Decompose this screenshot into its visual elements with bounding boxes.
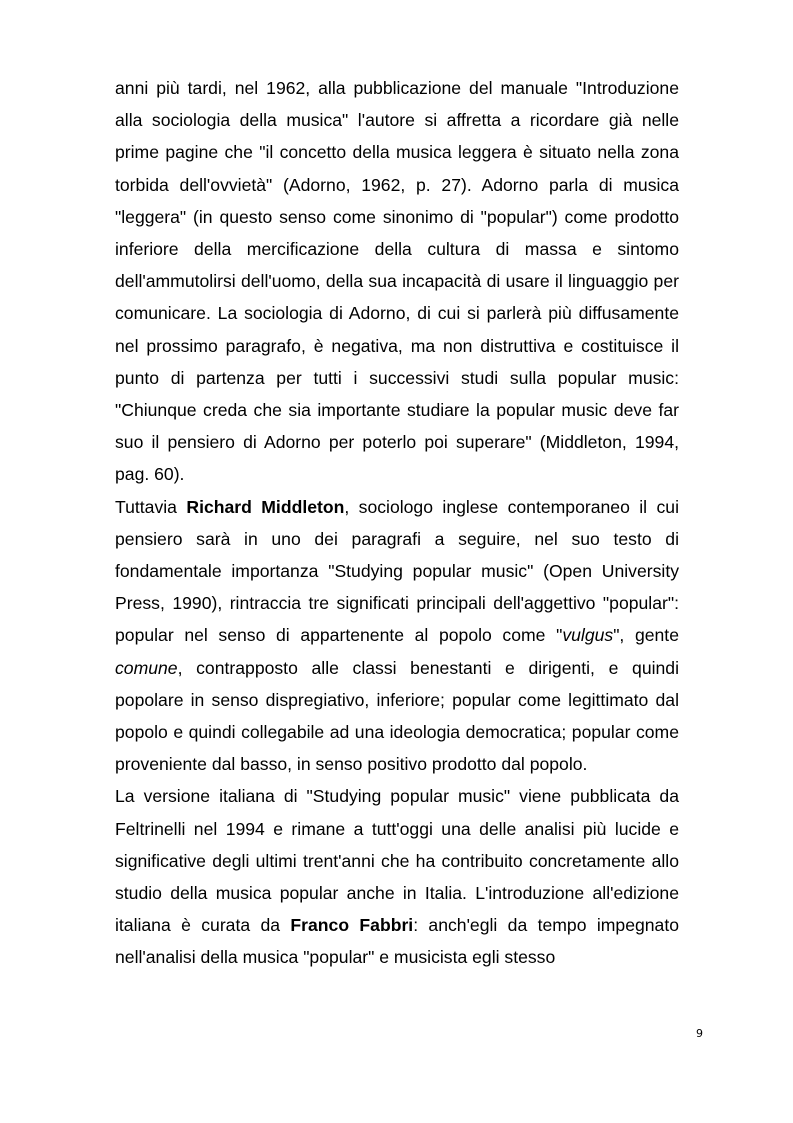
latin-term-italic: vulgus	[562, 625, 614, 646]
text-run: ", gente	[613, 625, 679, 646]
term-italic: comune	[115, 657, 178, 678]
paragraph	[115, 72, 679, 491]
text-run: Tuttavia	[115, 496, 187, 517]
author-name-bold: Franco Fabbri	[290, 915, 414, 936]
text-run: anni più tardi, nel 1962, alla pubblicazione del manuale "Introduzione alla sociologia della musica" l'autore si affretta a ricordare già nelle prime pagine che "il concetto della musica leggera è situato nella zona torbida dell'ovvietà" (Adorno, 1962, p. 27). Adorno parla di musica "leggera" (in questo senso come sinonimo di "popular") come prodotto inferiore della mercificazione della cultura di massa e sintomo dell'ammutolirsi dell'uomo, della sua incapacità di usare il linguaggio per comunicare. La sociologia di Adorno, di cui si parlerà più diffusamente nel prossimo paragrafo, è negativa, ma non distruttiva e costituisce il punto di partenza per tutti i successivi studi sulla popular music: "Chiunque creda che sia importante studiare la popular music deve far suo il pensiero di Adorno per poterlo poi superare" (Middleton, 1994, pag. 60).	[115, 78, 679, 485]
body-text	[115, 72, 679, 974]
paragraph	[115, 491, 679, 781]
text-run: , sociologo inglese contemporaneo il cui pensiero sarà in uno dei paragrafi a seguire, nel suo testo di fondamentale importanza "Studying popular music" (Open University Press, 1990), rintraccia tre significati principali dell'aggettivo "popular": popular nel senso di appartenente al popolo come "	[115, 496, 679, 646]
text-run: La versione italiana di "Studying popular music" viene pubblicata da Feltrinelli nel 1994 e rimane a tutt'oggi una delle analisi più lucide e significative degli ultimi trent'anni che ha contribuito concretamente allo studio della musica popular anche in Italia. L'introduzione all'edizione italiana è curata da	[115, 786, 679, 936]
author-name-bold: Richard Middleton	[186, 496, 345, 517]
text-run: : anch'egli da tempo impegnato nell'analisi della musica "popular" e musicista egli stesso	[115, 915, 680, 968]
paragraph	[115, 780, 679, 973]
text-run: , contrapposto alle classi benestanti e dirigenti, e quindi popolare in senso dispregiativo, inferiore; popular come legittimato dal popolo e quindi collegabile ad una ideologia democratica; popular come proveniente dal basso, in senso positivo prodotto dal popolo.	[115, 657, 679, 775]
page-number: 9	[696, 1027, 703, 1040]
